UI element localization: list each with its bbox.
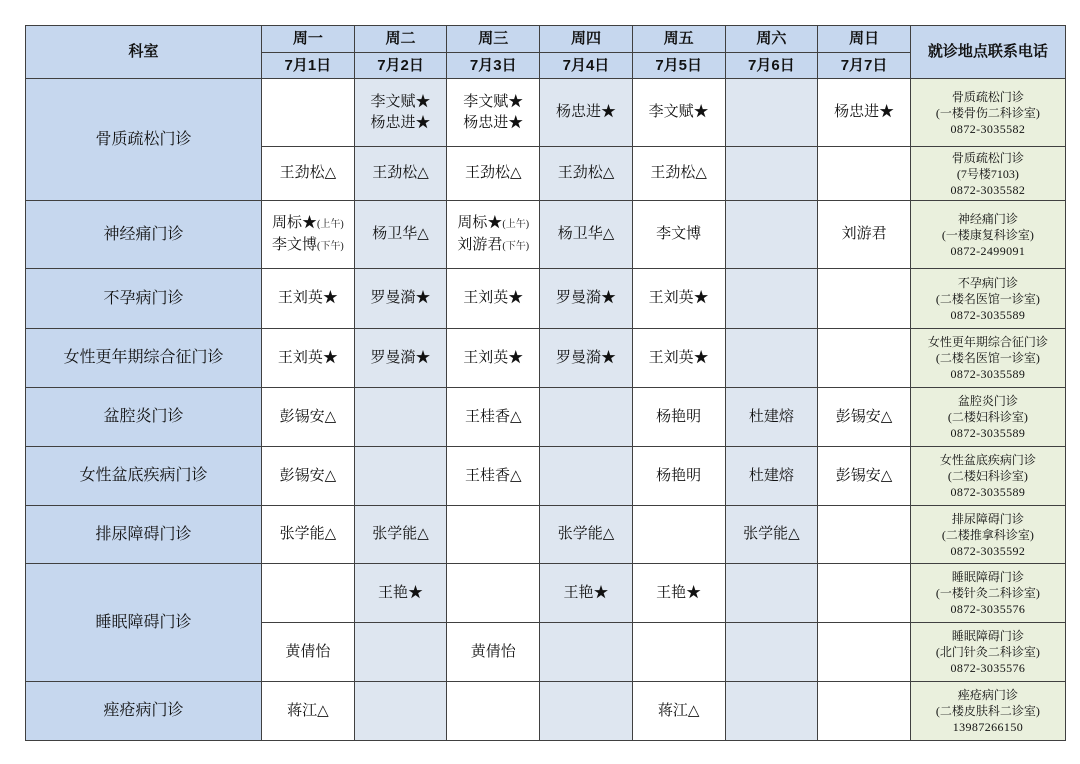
doctor-name: 杨忠进★ xyxy=(834,104,895,120)
schedule-cell-tue xyxy=(354,329,447,388)
contact-clinic-name: 睡眠障碍门诊 xyxy=(951,629,1024,643)
doctor-name: 罗曼漪★ xyxy=(555,290,616,306)
contact-clinic-name: 排尿障碍门诊 xyxy=(951,511,1024,526)
schedule-row xyxy=(26,329,1066,388)
weekday-header-mon: 周一 xyxy=(262,26,355,53)
schedule-row xyxy=(26,682,1066,741)
schedule-cell-thu xyxy=(540,564,633,623)
schedule-cell-sun xyxy=(818,682,911,741)
schedule-row xyxy=(26,564,1066,623)
schedule-cell-mon xyxy=(262,564,355,623)
schedule-cell-thu xyxy=(540,201,633,269)
doctor-entry xyxy=(447,92,539,113)
contact-phone: 0872-3035589 xyxy=(950,485,1026,499)
doctor-entry xyxy=(262,213,354,235)
weekday-header-wed: 周三 xyxy=(447,26,540,53)
contact-phone: 0872-3035582 xyxy=(950,121,1026,136)
contact-phone: 0872-3035589 xyxy=(950,307,1026,322)
doctor-entry xyxy=(355,92,447,113)
schedule-cell-tue xyxy=(354,79,447,147)
doctor-name: 李文博 xyxy=(656,226,702,242)
doctor-name: 王劲松△ xyxy=(372,165,429,181)
contact-location: (二楼皮肤科二诊室) xyxy=(935,704,1040,718)
schedule-cell-fri xyxy=(632,147,725,201)
date-header-thu: 7月4日 xyxy=(540,53,633,79)
doctor-name: 杨艳明 xyxy=(656,408,702,425)
contact-phone: 0872-3035576 xyxy=(950,602,1026,616)
doctor-name: 刘游君 xyxy=(841,226,887,242)
contact-clinic-name: 痤疮病门诊 xyxy=(957,688,1018,702)
schedule-row xyxy=(26,79,1066,147)
department-name: 排尿障碍门诊 xyxy=(26,506,262,564)
contact-clinic-name: 女性更年期综合征门诊 xyxy=(927,335,1048,349)
doctor-entry xyxy=(262,407,354,428)
doctor-name: 杜建熔 xyxy=(748,467,794,484)
contact-phone: 0872-3035589 xyxy=(950,426,1026,440)
department-name: 睡眠障碍门诊 xyxy=(26,564,262,682)
doctor-entry xyxy=(633,102,725,123)
doctor-entry xyxy=(540,348,632,369)
contact-phone: 0872-3035592 xyxy=(950,543,1026,558)
schedule-cell-fri xyxy=(632,623,725,682)
weekday-header-sat: 周六 xyxy=(725,26,818,53)
schedule-row xyxy=(26,388,1066,447)
schedule-cell-sat xyxy=(725,201,818,269)
schedule-cell-sat xyxy=(725,447,818,506)
doctor-entry xyxy=(447,466,539,487)
contact-cell xyxy=(910,447,1065,506)
schedule-cell-wed xyxy=(447,506,540,564)
doctor-entry xyxy=(262,466,354,487)
schedule-cell-fri xyxy=(632,269,725,329)
contact-clinic-name: 睡眠障碍门诊 xyxy=(951,570,1024,584)
schedule-cell-wed xyxy=(447,79,540,147)
schedule-cell-wed xyxy=(447,447,540,506)
doctor-entry xyxy=(355,224,447,245)
schedule-cell-thu xyxy=(540,269,633,329)
doctor-entry xyxy=(355,113,447,134)
department-name: 女性更年期综合征门诊 xyxy=(26,329,262,388)
doctor-name: 罗曼漪★ xyxy=(370,290,431,306)
schedule-cell-mon xyxy=(262,79,355,147)
schedule-cell-sun xyxy=(818,329,911,388)
contact-cell xyxy=(910,623,1065,682)
doctor-name: 李文赋★ xyxy=(463,93,524,110)
schedule-cell-thu xyxy=(540,147,633,201)
doctor-name: 王艳★ xyxy=(656,584,702,601)
doctor-name: 黄倩怡 xyxy=(470,643,516,660)
schedule-cell-sat xyxy=(725,682,818,741)
schedule-cell-sat xyxy=(725,388,818,447)
contact-phone: 0872-3035576 xyxy=(950,661,1026,675)
doctor-name: 杨忠进★ xyxy=(555,104,616,120)
contact-phone: 0872-2499091 xyxy=(950,243,1026,258)
contact-cell xyxy=(910,269,1065,329)
contact-location: (二楼名医馆一诊室) xyxy=(935,291,1040,306)
date-header-sat: 7月6日 xyxy=(725,53,818,79)
schedule-cell-fri xyxy=(632,506,725,564)
schedule-cell-tue xyxy=(354,682,447,741)
schedule-cell-sat xyxy=(725,623,818,682)
contact-location: (二楼妇科诊室) xyxy=(947,410,1028,424)
doctor-entry xyxy=(818,224,910,245)
doctor-name: 王桂香△ xyxy=(464,467,522,484)
doctor-name: 罗曼漪★ xyxy=(555,349,616,366)
schedule-cell-mon xyxy=(262,447,355,506)
contact-location: (二楼妇科诊室) xyxy=(947,469,1028,483)
contact-cell xyxy=(910,201,1065,269)
schedule-row xyxy=(26,201,1066,269)
doctor-entry xyxy=(540,163,632,184)
schedule-cell-tue xyxy=(354,201,447,269)
contact-location: (北门针灸二科诊室) xyxy=(935,645,1040,659)
contact-location: (二楼名医馆一诊室) xyxy=(935,351,1040,365)
weekday-header-tue: 周二 xyxy=(354,26,447,53)
contact-cell xyxy=(910,79,1065,147)
schedule-cell-thu xyxy=(540,388,633,447)
doctor-name: 李文赋★ xyxy=(648,104,709,120)
session-note: (上午) xyxy=(317,218,344,230)
doctor-entry xyxy=(355,524,447,545)
doctor-entry xyxy=(355,163,447,184)
doctor-entry xyxy=(262,288,354,309)
doctor-entry xyxy=(447,642,539,663)
schedule-cell-thu xyxy=(540,682,633,741)
contact-location: (7号楼7103) xyxy=(956,166,1019,181)
doctor-entry xyxy=(262,524,354,545)
doctor-name: 李文博 xyxy=(272,236,318,253)
doctor-name: 杨卫华△ xyxy=(557,226,615,242)
department-name: 痤疮病门诊 xyxy=(26,682,262,741)
doctor-name: 彭锡安△ xyxy=(279,408,337,425)
doctor-name: 彭锡安△ xyxy=(279,467,337,484)
doctor-entry xyxy=(262,348,354,369)
schedule-cell-mon xyxy=(262,329,355,388)
doctor-name: 黄倩怡 xyxy=(285,643,331,660)
session-note: (上午) xyxy=(502,218,530,230)
doctor-entry xyxy=(262,235,354,257)
contact-clinic-name: 骨质疏松门诊 xyxy=(951,89,1024,104)
schedule-cell-wed xyxy=(447,564,540,623)
weekday-header-row xyxy=(26,26,1066,53)
schedule-cell-sun xyxy=(818,79,911,147)
doctor-entry xyxy=(540,583,632,604)
schedule-body xyxy=(26,79,1066,741)
schedule-cell-sat xyxy=(725,329,818,388)
schedule-cell-fri xyxy=(632,564,725,623)
doctor-entry xyxy=(633,466,725,487)
weekday-header-sun: 周日 xyxy=(818,26,911,53)
doctor-entry xyxy=(447,163,539,184)
doctor-entry xyxy=(633,583,725,604)
schedule-cell-thu xyxy=(540,623,633,682)
doctor-entry xyxy=(540,224,632,245)
schedule-cell-sat xyxy=(725,269,818,329)
schedule-cell-sun xyxy=(818,623,911,682)
date-header-fri: 7月5日 xyxy=(632,53,725,79)
doctor-entry xyxy=(355,348,447,369)
doctor-name: 王刘英★ xyxy=(463,290,524,306)
schedule-cell-mon xyxy=(262,269,355,329)
doctor-entry xyxy=(262,642,354,663)
doctor-name: 杨艳明 xyxy=(656,467,702,484)
doctor-name: 王桂香△ xyxy=(464,408,522,425)
schedule-cell-mon xyxy=(262,201,355,269)
doctor-name: 王刘英★ xyxy=(648,290,709,306)
doctor-entry xyxy=(447,288,539,309)
date-header-tue: 7月2日 xyxy=(354,53,447,79)
contact-location: (一楼骨伤二科诊室) xyxy=(935,105,1040,120)
schedule-cell-wed xyxy=(447,388,540,447)
doctor-name: 张学能△ xyxy=(743,526,800,542)
contact-location: (一楼针灸二科诊室) xyxy=(935,586,1040,600)
doctor-name: 蒋江△ xyxy=(657,702,700,719)
department-name: 不孕病门诊 xyxy=(26,269,262,329)
weekday-header-thu: 周四 xyxy=(540,26,633,53)
schedule-cell-sat xyxy=(725,79,818,147)
session-note: (下午) xyxy=(317,240,344,252)
contact-clinic-name: 女性盆底疾病门诊 xyxy=(939,453,1036,467)
doctor-entry xyxy=(818,407,910,428)
schedule-cell-tue xyxy=(354,147,447,201)
department-name: 神经痛门诊 xyxy=(26,201,262,269)
doctor-entry xyxy=(633,348,725,369)
department-name: 盆腔炎门诊 xyxy=(26,388,262,447)
schedule-row xyxy=(26,506,1066,564)
schedule-cell-wed xyxy=(447,147,540,201)
schedule-row xyxy=(26,269,1066,329)
schedule-header xyxy=(26,26,1066,79)
doctor-entry xyxy=(447,407,539,428)
schedule-cell-tue xyxy=(354,506,447,564)
schedule-cell-mon xyxy=(262,506,355,564)
schedule-cell-tue xyxy=(354,623,447,682)
doctor-entry xyxy=(355,288,447,309)
schedule-cell-sun xyxy=(818,388,911,447)
doctor-entry xyxy=(633,163,725,184)
weekday-header-fri: 周五 xyxy=(632,26,725,53)
doctor-name: 周标★ xyxy=(457,214,503,231)
schedule-cell-sun xyxy=(818,506,911,564)
doctor-name: 周标★ xyxy=(272,214,318,231)
doctor-name: 王刘英★ xyxy=(463,349,524,366)
schedule-cell-mon xyxy=(262,388,355,447)
schedule-cell-sun xyxy=(818,564,911,623)
schedule-cell-sun xyxy=(818,201,911,269)
doctor-name: 王刘英★ xyxy=(648,349,709,366)
contact-location: (一楼康复科诊室) xyxy=(941,227,1034,242)
contact-clinic-name: 盆腔炎门诊 xyxy=(957,394,1018,408)
doctor-entry xyxy=(447,235,539,257)
department-column-header: 科室 xyxy=(26,26,262,79)
doctor-entry xyxy=(355,583,447,604)
schedule-cell-sat xyxy=(725,506,818,564)
clinic-schedule-table xyxy=(25,25,1066,741)
doctor-entry xyxy=(726,524,818,545)
schedule-cell-wed xyxy=(447,329,540,388)
schedule-cell-tue xyxy=(354,269,447,329)
schedule-cell-wed xyxy=(447,623,540,682)
schedule-cell-wed xyxy=(447,682,540,741)
contact-location: (二楼推拿科诊室) xyxy=(941,527,1034,542)
contact-cell xyxy=(910,329,1065,388)
doctor-name: 王劲松△ xyxy=(650,165,707,181)
doctor-name: 杨忠进★ xyxy=(463,114,524,131)
contact-cell xyxy=(910,388,1065,447)
schedule-cell-fri xyxy=(632,447,725,506)
doctor-name: 王劲松△ xyxy=(557,165,615,181)
contact-cell xyxy=(910,147,1065,201)
date-header-wed: 7月3日 xyxy=(447,53,540,79)
schedule-cell-sun xyxy=(818,147,911,201)
schedule-cell-tue xyxy=(354,388,447,447)
schedule-cell-sun xyxy=(818,269,911,329)
department-name: 女性盆底疾病门诊 xyxy=(26,447,262,506)
doctor-name: 杨卫华△ xyxy=(372,226,429,242)
schedule-cell-wed xyxy=(447,269,540,329)
doctor-name: 彭锡安△ xyxy=(835,467,893,484)
doctor-name: 张学能△ xyxy=(557,526,615,542)
doctor-entry xyxy=(447,213,539,235)
doctor-name: 王劲松△ xyxy=(464,165,522,181)
doctor-entry xyxy=(633,407,725,428)
schedule-cell-fri xyxy=(632,201,725,269)
contact-clinic-name: 不孕病门诊 xyxy=(957,275,1018,290)
doctor-name: 张学能△ xyxy=(372,526,429,542)
schedule-cell-thu xyxy=(540,506,633,564)
doctor-entry xyxy=(262,163,354,184)
schedule-cell-sat xyxy=(725,564,818,623)
doctor-name: 蒋江△ xyxy=(287,702,329,719)
doctor-name: 王刘英★ xyxy=(277,349,338,366)
schedule-cell-thu xyxy=(540,447,633,506)
schedule-cell-mon xyxy=(262,147,355,201)
schedule-cell-wed xyxy=(447,201,540,269)
doctor-name: 王艳★ xyxy=(378,584,424,601)
schedule-cell-fri xyxy=(632,329,725,388)
contact-cell xyxy=(910,506,1065,564)
doctor-name: 王艳★ xyxy=(563,584,609,601)
doctor-name: 张学能△ xyxy=(279,526,337,542)
doctor-name: 王刘英★ xyxy=(277,290,338,306)
doctor-entry xyxy=(540,288,632,309)
doctor-name: 彭锡安△ xyxy=(835,408,893,425)
schedule-row xyxy=(26,447,1066,506)
doctor-entry xyxy=(447,113,539,134)
doctor-entry xyxy=(447,348,539,369)
doctor-name: 李文赋★ xyxy=(370,93,431,110)
schedule-cell-sun xyxy=(818,447,911,506)
schedule-cell-fri xyxy=(632,682,725,741)
doctor-name: 杨忠进★ xyxy=(370,114,431,131)
date-header-mon: 7月1日 xyxy=(262,53,355,79)
schedule-cell-thu xyxy=(540,329,633,388)
doctor-name: 罗曼漪★ xyxy=(370,349,431,366)
contact-cell xyxy=(910,564,1065,623)
date-header-sun: 7月7日 xyxy=(818,53,911,79)
schedule-cell-mon xyxy=(262,623,355,682)
schedule-cell-sat xyxy=(725,147,818,201)
contact-phone: 0872-3035589 xyxy=(950,367,1026,381)
contact-column-header: 就诊地点联系电话 xyxy=(910,26,1065,79)
doctor-entry xyxy=(818,466,910,487)
doctor-entry xyxy=(633,701,725,722)
doctor-name: 刘游君 xyxy=(457,236,503,253)
contact-clinic-name: 神经痛门诊 xyxy=(957,211,1018,226)
contact-cell xyxy=(910,682,1065,741)
contact-phone: 13987266150 xyxy=(952,720,1024,734)
doctor-entry xyxy=(262,701,354,722)
schedule-cell-fri xyxy=(632,79,725,147)
schedule-cell-thu xyxy=(540,79,633,147)
doctor-entry xyxy=(540,524,632,545)
doctor-entry xyxy=(633,288,725,309)
doctor-entry xyxy=(726,466,818,487)
doctor-name: 王劲松△ xyxy=(279,165,337,181)
doctor-entry xyxy=(726,407,818,428)
contact-clinic-name: 骨质疏松门诊 xyxy=(951,150,1024,165)
contact-phone: 0872-3035582 xyxy=(950,182,1026,197)
doctor-entry xyxy=(818,102,910,123)
session-note: (下午) xyxy=(502,240,530,252)
schedule-cell-fri xyxy=(632,388,725,447)
schedule-cell-tue xyxy=(354,564,447,623)
doctor-entry xyxy=(540,102,632,123)
doctor-entry xyxy=(633,224,725,245)
department-name: 骨质疏松门诊 xyxy=(26,79,262,201)
schedule-cell-tue xyxy=(354,447,447,506)
doctor-name: 杜建熔 xyxy=(748,408,794,425)
schedule-cell-mon xyxy=(262,682,355,741)
